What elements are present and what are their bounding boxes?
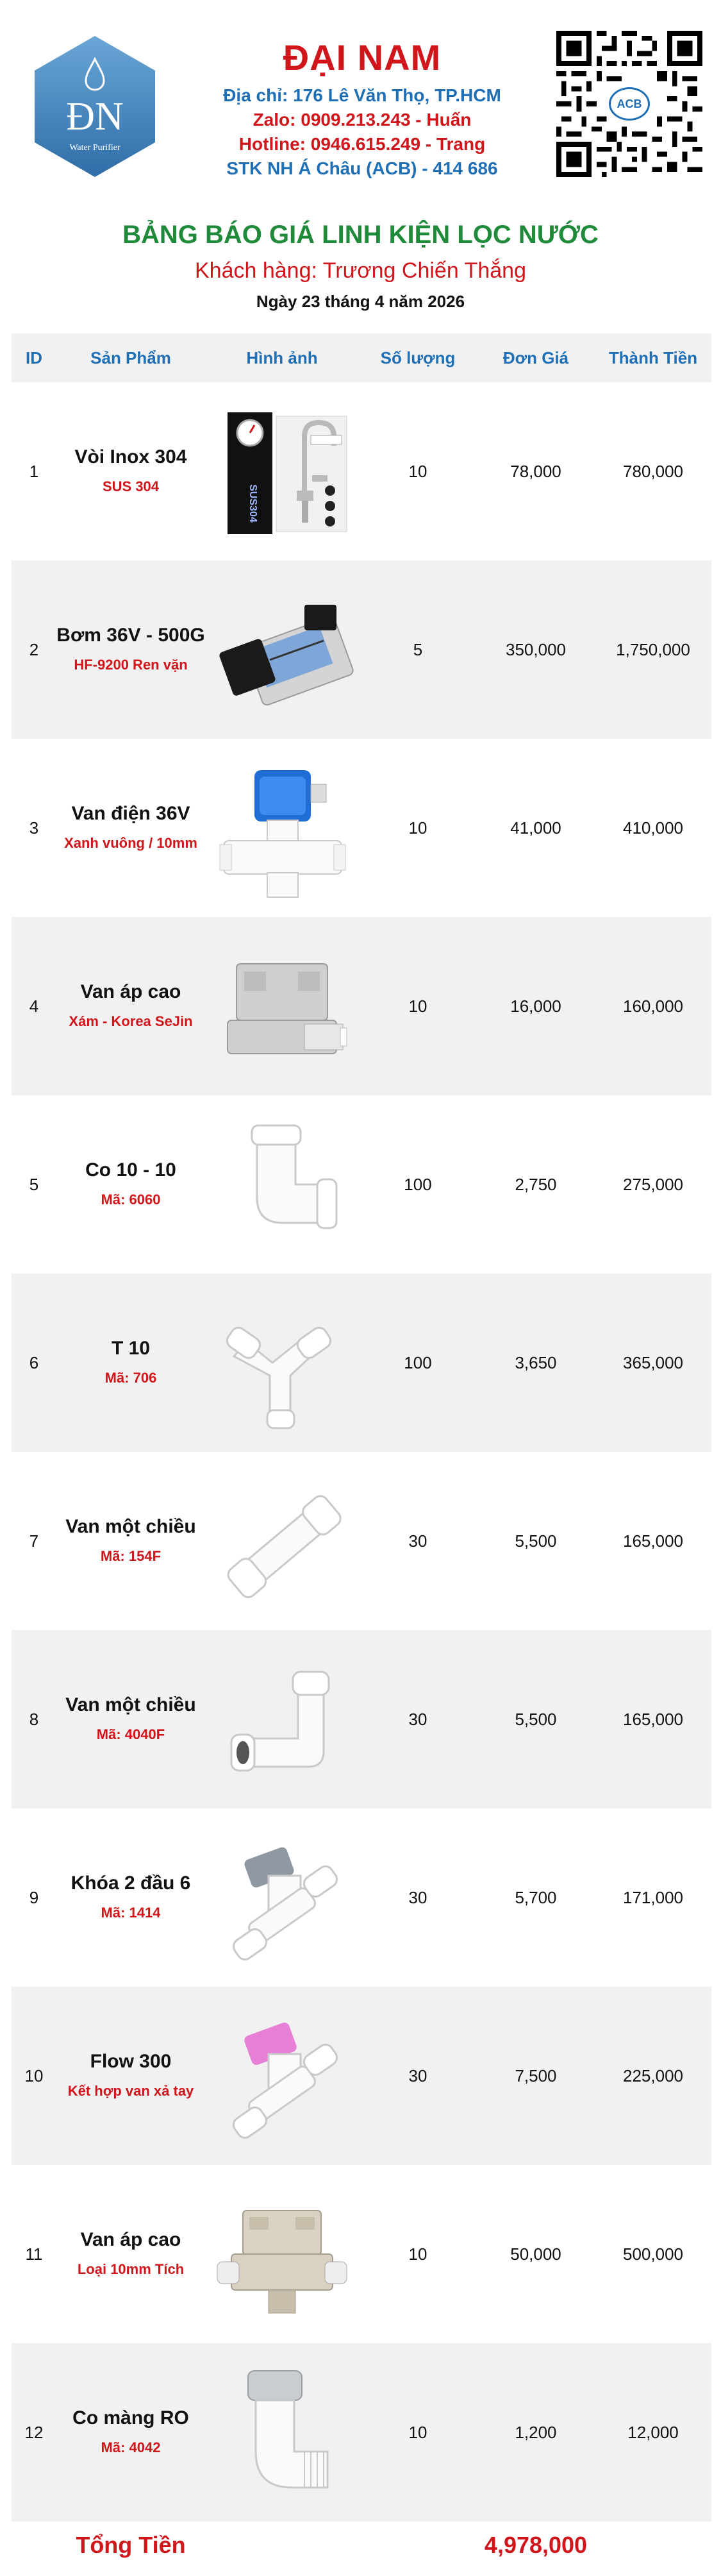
table-row <box>12 1095 711 1274</box>
table-row <box>12 1987 711 2165</box>
company-name: ĐẠI NAM <box>283 37 442 78</box>
row-product <box>56 1808 205 1987</box>
qr-code-icon <box>556 31 702 177</box>
row-line-total: 410,000 <box>623 818 683 838</box>
row-image <box>205 1630 359 1808</box>
grand-total-row <box>12 2523 711 2568</box>
row-id: 2 <box>29 639 39 659</box>
row-image <box>205 1808 359 1987</box>
product-code: Xám - Korea SeJin <box>69 1013 193 1029</box>
table-row <box>12 2343 711 2521</box>
faucet-kit-icon <box>208 394 356 548</box>
row-quantity: 10 <box>408 996 427 1016</box>
table-row <box>12 1808 711 1987</box>
row-id: 1 <box>29 461 39 481</box>
row-id: 8 <box>29 1709 39 1729</box>
row-quantity: 30 <box>408 2066 427 2085</box>
header-line-total: Thành Tiền <box>608 348 698 367</box>
title-block <box>0 217 721 314</box>
row-line-total: 165,000 <box>623 1531 683 1551</box>
row-product <box>56 560 205 739</box>
solenoid-valve-icon <box>208 751 356 905</box>
header-id: ID <box>26 348 42 367</box>
header-image: Hình ảnh <box>246 348 318 367</box>
row-unit-price: 2,750 <box>515 1174 557 1194</box>
table-row <box>12 2165 711 2343</box>
row-product <box>56 1274 205 1452</box>
row-id: 10 <box>24 2066 44 2085</box>
product-name: Bơm 36V - 500G <box>56 625 205 646</box>
row-quantity: 30 <box>408 1887 427 1907</box>
pressure-switch-beige-icon <box>208 2177 356 2331</box>
table-header <box>12 333 711 382</box>
row-id: 12 <box>24 2422 44 2442</box>
product-name: Van một chiều <box>65 1516 196 1537</box>
company-bank: STK NH Á Châu (ACB) - 414 686 <box>226 158 498 178</box>
row-image <box>205 1987 359 2165</box>
row-line-total: 12,000 <box>627 2422 679 2442</box>
row-unit-price: 7,500 <box>515 2066 557 2085</box>
product-code: Mã: 6060 <box>101 1191 161 1208</box>
row-unit-price: 5,500 <box>515 1709 557 1729</box>
row-product <box>56 917 205 1095</box>
row-unit-price: 41,000 <box>510 818 561 838</box>
row-image <box>205 1095 359 1274</box>
table-row <box>12 1274 711 1452</box>
product-name: Flow 300 <box>90 2051 172 2072</box>
row-image <box>205 917 359 1095</box>
row-unit-price: 50,000 <box>510 2244 561 2264</box>
row-image <box>205 560 359 739</box>
row-unit-price: 1,200 <box>515 2422 557 2442</box>
row-unit-price: 78,000 <box>510 461 561 481</box>
row-product <box>56 382 205 560</box>
product-code: Xanh vuông / 10mm <box>64 835 197 851</box>
product-code: Kết hợp van xả tay <box>67 2083 194 2099</box>
membrane-elbow-icon <box>208 2355 356 2509</box>
row-image <box>205 2343 359 2521</box>
header-product: Sản Phẩm <box>90 348 171 367</box>
product-name: Van áp cao <box>80 2229 181 2250</box>
row-quantity: 30 <box>408 1709 427 1729</box>
page-title: BẢNG BÁO GIÁ LINH KIỆN LỌC NƯỚC <box>122 221 599 249</box>
ball-valve-gray-icon <box>208 1821 356 1974</box>
row-line-total: 1,750,000 <box>616 639 690 659</box>
row-id: 5 <box>29 1174 39 1194</box>
row-quantity: 5 <box>413 639 423 659</box>
table-row <box>12 1452 711 1630</box>
table-row <box>12 917 711 1095</box>
row-line-total: 500,000 <box>623 2244 683 2264</box>
row-line-total: 160,000 <box>623 996 683 1016</box>
row-line-total: 171,000 <box>623 1887 683 1907</box>
row-line-total: 780,000 <box>623 461 683 481</box>
grand-total-label: Tổng Tiền <box>76 2532 186 2558</box>
elbow-fitting-icon <box>208 1107 356 1261</box>
company-info <box>211 32 513 181</box>
product-name: T 10 <box>111 1338 151 1359</box>
row-line-total: 365,000 <box>623 1352 683 1372</box>
row-id: 11 <box>25 2244 43 2264</box>
row-product <box>56 739 205 917</box>
product-name: Van áp cao <box>80 981 181 1002</box>
acb-logo-icon: ACB <box>609 87 650 121</box>
check-valve-elbow-icon <box>208 1642 356 1796</box>
product-code: Mã: 4042 <box>101 2439 161 2455</box>
company-logo <box>31 33 159 180</box>
row-product <box>56 1987 205 2165</box>
row-unit-price: 5,500 <box>515 1531 557 1551</box>
row-image <box>205 1452 359 1630</box>
svg-text:SUS304: SUS304 <box>247 484 258 523</box>
row-line-total: 165,000 <box>623 1709 683 1729</box>
row-unit-price: 5,700 <box>515 1887 557 1907</box>
quote-date: Ngày 23 tháng 4 năm 2026 <box>256 292 465 311</box>
product-name: Khóa 2 đầu 6 <box>70 1873 191 1894</box>
company-hotline: Hotline: 0946.615.249 - Trang <box>238 134 486 154</box>
row-unit-price: 3,650 <box>515 1352 557 1372</box>
product-name: Vòi Inox 304 <box>74 446 187 467</box>
row-quantity: 10 <box>408 2244 427 2264</box>
row-line-total: 275,000 <box>623 1174 683 1194</box>
row-quantity: 100 <box>404 1174 432 1194</box>
ball-valve-pink-icon <box>208 1999 356 2153</box>
row-id: 3 <box>29 818 39 838</box>
product-code: Mã: 154F <box>100 1548 162 1564</box>
row-image <box>205 2165 359 2343</box>
table-row <box>12 739 711 917</box>
product-code: Mã: 706 <box>104 1370 157 1386</box>
product-name: Van điện 36V <box>71 803 190 824</box>
company-address: Địa chỉ: 176 Lê Văn Thọ, TP.HCM <box>223 85 501 105</box>
pressure-switch-icon <box>208 929 356 1083</box>
row-quantity: 100 <box>404 1352 432 1372</box>
row-product <box>56 1452 205 1630</box>
row-product <box>56 1095 205 1274</box>
table-row <box>12 1630 711 1808</box>
row-quantity: 30 <box>408 1531 427 1551</box>
row-product <box>56 1630 205 1808</box>
row-product <box>56 2343 205 2521</box>
product-code: Mã: 1414 <box>101 1905 161 1921</box>
row-unit-price: 16,000 <box>510 996 561 1016</box>
product-name: Co 10 - 10 <box>85 1159 176 1181</box>
row-product <box>56 2165 205 2343</box>
product-code: Mã: 4040F <box>96 1726 165 1742</box>
tee-fitting-icon <box>208 1286 356 1440</box>
check-valve-straight-icon <box>208 1464 356 1618</box>
product-name: Co màng RO <box>72 2407 189 2429</box>
row-image <box>205 739 359 917</box>
row-unit-price: 350,000 <box>506 639 566 659</box>
company-zalo: Zalo: 0909.213.243 - Huấn <box>253 110 472 130</box>
table-row <box>12 560 711 739</box>
row-quantity: 10 <box>408 2422 427 2442</box>
svg-text:ĐN: ĐN <box>66 95 124 139</box>
table-row <box>12 382 711 560</box>
row-line-total: 225,000 <box>623 2066 683 2085</box>
row-image <box>205 1274 359 1452</box>
pump-icon <box>208 573 356 727</box>
product-name: Van một chiều <box>65 1694 196 1715</box>
row-id: 9 <box>29 1887 39 1907</box>
row-id: 7 <box>29 1531 39 1551</box>
row-id: 4 <box>29 996 39 1016</box>
header-unit-price: Đơn Giá <box>502 348 569 367</box>
grand-total-value: 4,978,000 <box>484 2532 588 2558</box>
product-code: Loại 10mm Tích <box>77 2261 185 2277</box>
product-code: HF-9200 Ren vặn <box>74 657 188 673</box>
row-quantity: 10 <box>408 818 427 838</box>
header <box>0 0 721 192</box>
customer-name: Khách hàng: Trương Chiến Thắng <box>195 258 526 283</box>
svg-text:Water Purifier: Water Purifier <box>69 143 120 153</box>
row-id: 6 <box>29 1352 39 1372</box>
row-quantity: 10 <box>408 461 427 481</box>
product-code: SUS 304 <box>102 478 160 494</box>
row-image <box>205 382 359 560</box>
header-quantity: Số lượng <box>380 348 456 367</box>
